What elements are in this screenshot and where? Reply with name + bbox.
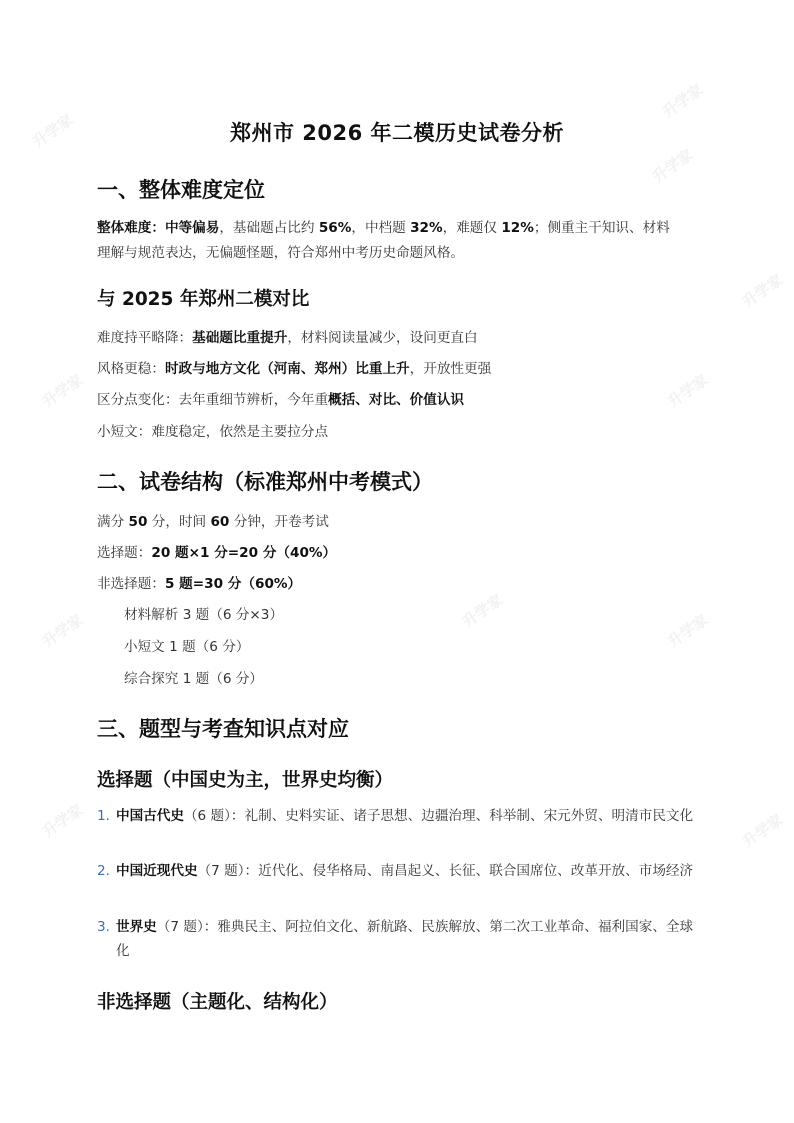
- subsection-heading: 非选择题（主题化、结构化）: [97, 992, 338, 1013]
- compare-item: 区分点变化：去年重细节辨析，今年重概括、对比、价值认识: [97, 392, 465, 408]
- difficulty-level: 中等偏易: [164, 220, 220, 236]
- section-heading: 二、试卷结构（标准郑州中考模式）: [97, 470, 433, 494]
- list-number: 3.: [97, 919, 110, 935]
- watermark: 升学家: [39, 610, 87, 652]
- full-score-line: 满分 50 分，时间 60 分钟，开卷考试: [97, 514, 329, 530]
- hard-ratio: 12%: [501, 220, 534, 236]
- structure-sub-item: 综合探究 1 题（6 分）: [124, 671, 264, 687]
- compare-item: 小短文：难度稳定，依然是主要拉分点: [97, 424, 329, 440]
- watermark: 升学家: [649, 145, 697, 187]
- structure-sub-item: 小短文 1 题（6 分）: [124, 639, 250, 655]
- choice-structure-line: 选择题：20 题×1 分=20 分（40%）: [97, 545, 337, 561]
- subsection-heading: 选择题（中国史为主，世界史均衡）: [97, 770, 394, 791]
- watermark: 升学家: [739, 810, 787, 852]
- basic-ratio: 56%: [318, 220, 352, 236]
- nonchoice-structure-line: 非选择题：5 题=30 分（60%）: [97, 576, 302, 592]
- watermark: 升学家: [739, 270, 787, 312]
- list-item: 中国近现代史（7 题）：近代化、侵华格局、南昌起义、长征、联合国席位、改革开放、市场经济: [116, 863, 694, 879]
- watermark: 升学家: [659, 80, 707, 122]
- compare-item: 难度持平略降：基础题比重提升，材料阅读量减少，设问更直白: [97, 330, 478, 346]
- section-heading: 一、整体难度定位: [97, 178, 265, 202]
- watermark: 升学家: [459, 590, 507, 632]
- list-item: 世界史（7 题）：雅典民主、阿拉伯文化、新航路、民族解放、第二次工业革命、福利国家、全球化: [116, 919, 694, 959]
- watermark: 升学家: [664, 610, 712, 652]
- mid-ratio: 32%: [410, 220, 443, 236]
- watermark: 升学家: [39, 800, 87, 842]
- compare-item: 风格更稳：时政与地方文化（河南、郑州）比重上升，开放性更强: [97, 361, 492, 377]
- list-number: 1.: [97, 808, 110, 824]
- watermark: 升学家: [39, 370, 87, 412]
- structure-sub-item: 材料解析 3 题（6 分×3）: [124, 607, 284, 623]
- difficulty-summary-line: 整体难度：中等偏易，基础题占比约 56%，中档题 32%，难题仅 12%；侧重主干知识、材料: [97, 220, 670, 236]
- subsection-heading: 与 2025 年郑州二模对比: [97, 289, 310, 310]
- list-number: 2.: [97, 863, 110, 879]
- watermark: 升学家: [664, 370, 712, 412]
- difficulty-summary-line2: 理解与规范表达，无偏题怪题，符合郑州中考历史命题风格。: [97, 245, 465, 261]
- document-title: 郑州市 2026 年二模历史试卷分析: [229, 121, 565, 145]
- section-heading: 三、题型与考查知识点对应: [97, 717, 349, 741]
- summary-label: 整体难度：: [97, 220, 165, 236]
- list-item: 中国古代史（6 题）：礼制、史料实证、诸子思想、边疆治理、科举制、宋元外贸、明清市民文化: [116, 808, 694, 824]
- watermark: 升学家: [29, 110, 77, 152]
